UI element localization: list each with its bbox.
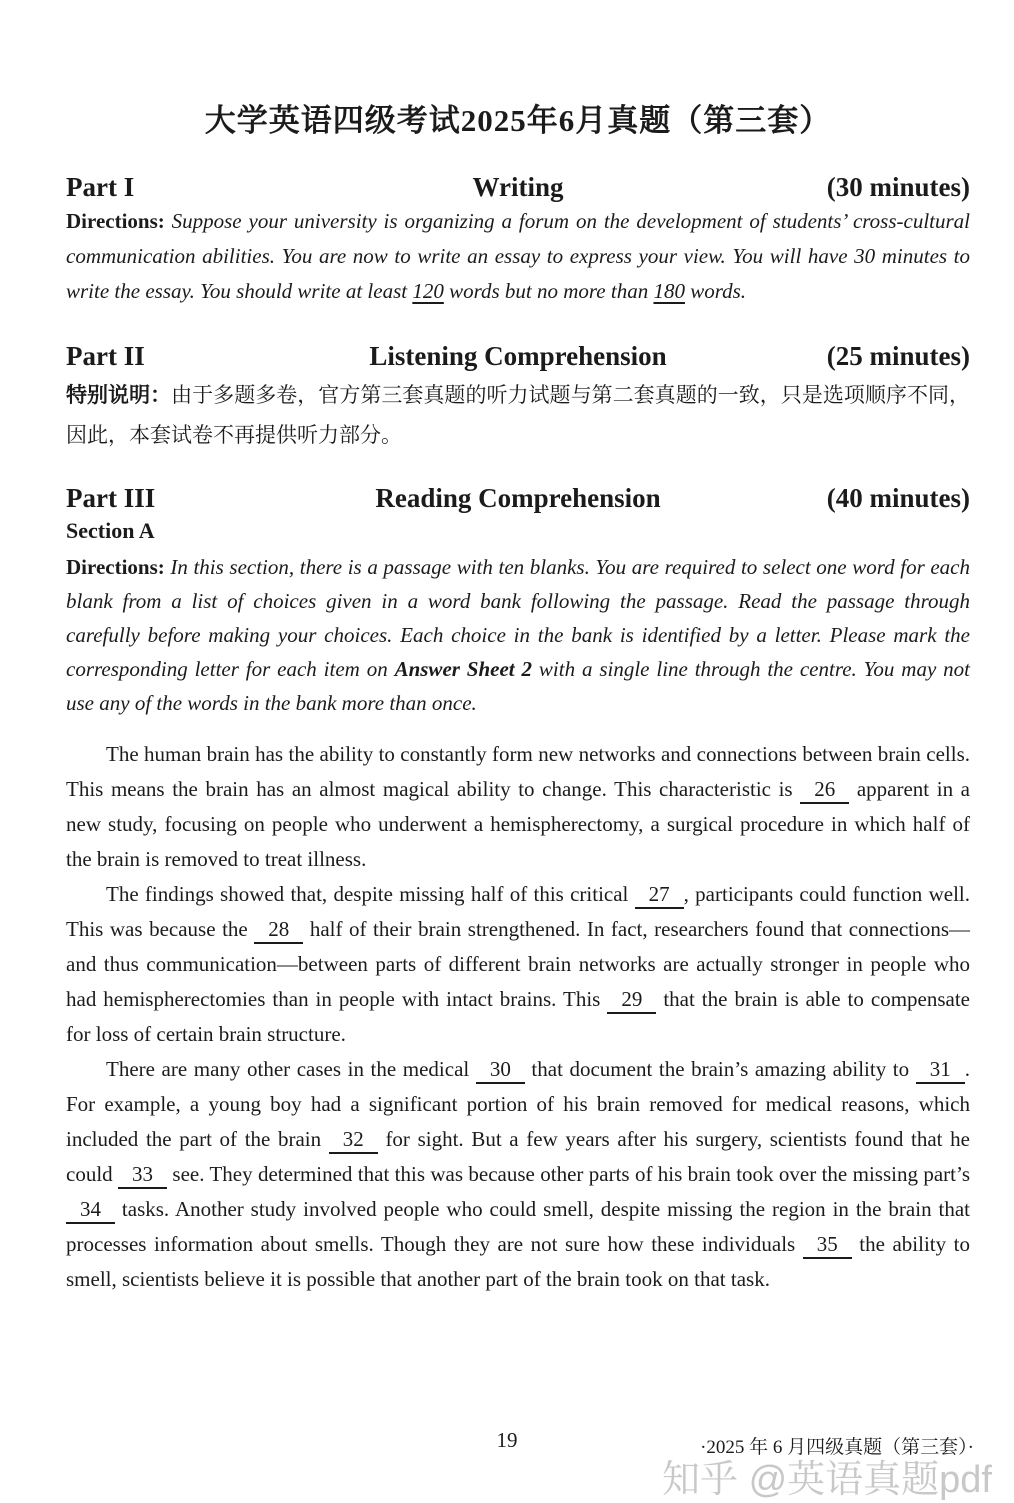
fill-blank-31: 31 (916, 1057, 965, 1084)
text-segment: the ability to smell, scientists believe it is possible that another part of the brain took on that task. (66, 1232, 970, 1291)
text-segment: . For example, a young boy had a significant portion of his brain removed for medical reasons, which included the part of the brain (66, 1057, 970, 1151)
text-segment: 由于多题多卷，官方第三套真题的听力试题与第二套真题的一致，只是选项顺序不同，因此，本套试卷不再提供听力部分。 (66, 383, 971, 447)
fill-blank-34: 34 (66, 1197, 115, 1224)
fill-blank-28: 28 (254, 917, 303, 944)
passage-paragraph-3 (66, 1052, 970, 1297)
text-segment: Directions: (66, 209, 165, 233)
page-number: 19 (496, 1428, 518, 1452)
fill-blank-27: 27 (635, 882, 684, 909)
part2-heading (66, 339, 970, 373)
text-segment: words. (684, 279, 747, 303)
fill-blank-33: 33 (118, 1162, 167, 1189)
part3-label: Part III (66, 483, 156, 513)
part1-label: Part I (66, 172, 135, 202)
part1-directions (66, 204, 970, 309)
text-segment: 120 (412, 279, 444, 303)
text-segment: The human brain has the ability to constantly form new networks and connections between brain cells. This means the brain has an almost magical ability to change. This characteristic is (66, 742, 970, 801)
text-segment: 180 (653, 279, 685, 303)
part3-directions (66, 550, 970, 720)
part2-special-note (66, 375, 970, 455)
text-segment: In this section, there is a passage with ten blanks. You are required to select one word for each blank from a list of choices given in a word bank following the passage. Read the passage through carefully before making your choices. Each choice in the bank is identified by a letter. Please mark the corresponding letter for each item on (66, 555, 970, 681)
part1-title: Writing (472, 172, 564, 202)
part2-label: Part II (66, 341, 145, 371)
text-segment: tasks. Another study involved people who could smell, despite missing the region in the brain that processes information about smells. Though they are not sure how these individuals (66, 1197, 970, 1256)
part3-heading (66, 481, 970, 515)
text-segment: words but no more than (443, 279, 654, 303)
part1-heading (66, 170, 970, 204)
section-a-label: Section A (66, 518, 155, 543)
text-segment: There are many other cases in the medical (106, 1057, 476, 1081)
fill-blank-32: 32 (329, 1127, 378, 1154)
part2-duration: (25 minutes) (826, 341, 970, 371)
text-segment: Directions: (66, 555, 165, 579)
cloze-passage (66, 737, 970, 1297)
text-segment: that document the brain’s amazing ability to (524, 1057, 916, 1081)
part3-title: Reading Comprehension (375, 483, 661, 513)
text-segment: Suppose your university is organizing a forum on the development of students’ cross-cultural communication abilities. You are now to write an essay to express your view. You will have 30 minutes to write the essay. You should write at least (66, 209, 970, 303)
text-segment: Answer Sheet 2 (394, 657, 533, 681)
part2-title: Listening Comprehension (369, 341, 667, 371)
watermark-text: 知乎 @英语真题pdf (662, 1459, 992, 1501)
text-segment: 特别说明： (66, 383, 172, 407)
passage-paragraph-2 (66, 877, 970, 1052)
fill-blank-35: 35 (803, 1232, 852, 1259)
text-segment: for sight. But a few years after his surgery, scientists found that he could (66, 1127, 970, 1186)
text-segment: half of their brain strengthened. In fact, researchers found that connections—and thus communication—between parts of different brain networks are actually stronger in people who had hemispherectomies than in people with intact brains. This (66, 917, 970, 1011)
text-segment: , participants could function well. This was because the (66, 882, 970, 941)
fill-blank-26: 26 (800, 777, 849, 804)
part1-duration: (30 minutes) (826, 172, 970, 202)
edition-note: ·2025 年 6 月四级真题（第三套）· (700, 1437, 974, 1458)
text-segment: The findings showed that, despite missing half of this critical (106, 882, 635, 906)
text-segment: with a single line through the centre. You may not use any of the words in the bank more than once. (66, 657, 970, 715)
text-segment: see. They determined that this was because other parts of his brain took over the missing part’s (167, 1162, 970, 1186)
text-segment: apparent in a new study, focusing on people who underwent a hemispherectomy, a surgical procedure in which half of the brain is removed to treat illness. (66, 777, 970, 871)
page-footer (0, 1424, 1014, 1503)
part3-duration: (40 minutes) (826, 483, 970, 513)
page-title: 大学英语四级考试2025年6月真题（第三套） (204, 103, 832, 138)
fill-blank-29: 29 (607, 987, 656, 1014)
fill-blank-30: 30 (476, 1057, 525, 1084)
passage-paragraph-1 (66, 737, 970, 877)
text-segment: that the brain is able to compensate for loss of certain brain structure. (66, 987, 970, 1046)
